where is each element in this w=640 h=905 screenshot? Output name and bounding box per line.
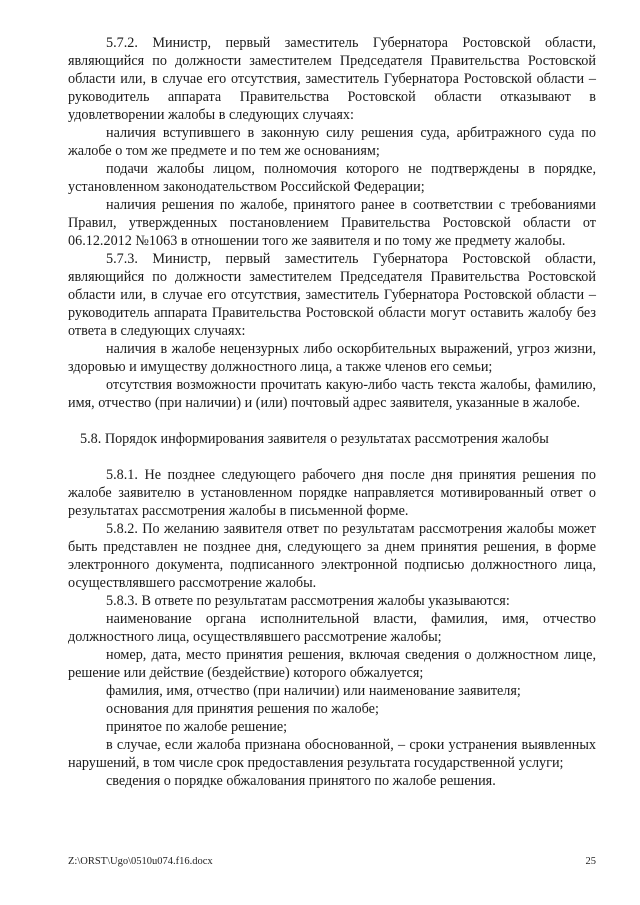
document-page [68, 34, 596, 790]
paragraph-5-8-3-item-7: сведения о порядке обжалования принятого по жалобе решения. [106, 773, 496, 789]
paragraph-5-7-3-case-1: наличия в жалобе нецензурных либо оскорбительных выражений, угроз жизни, здоровью и имуществу должностного лица, а также членов его семьи; [68, 341, 596, 375]
paragraph-5-8-3-item-5: принятое по жалобе решение; [106, 719, 288, 735]
paragraph-5-8-3: 5.8.3. В ответе по результатам рассмотрения жалобы указываются: [106, 593, 510, 609]
paragraph-5-7-2: 5.7.2. Министр, первый заместитель Губернатора Ростовской области, являющийся по должности заместителем Председателя Правительства Ростовской области или, в случае его отсутствия, заместитель Губернатора Ростовской области – руководитель аппарата Правительства Ростовской области отказывают в удовлетворении жалобы в следующих случаях: [68, 35, 596, 123]
paragraph-5-7-2-case-1: наличия вступившего в законную силу решения суда, арбитражного суда по жалобе о том же предмете и по тем же основаниям; [68, 125, 596, 159]
paragraph-5-7-3: 5.7.3. Министр, первый заместитель Губернатора Ростовской области, являющийся по должности заместителем Председателя Правительства Ростовской области или, в случае его отсутствия, заместитель Губернатора Ростовской области – руководитель аппарата Правительства Ростовской области могут оставить жалобу без ответа в следующих случаях: [68, 251, 596, 339]
paragraph-5-7-2-case-2: подачи жалобы лицом, полномочия которого не подтверждены в порядке, установленном законодательством Российской Федерации; [68, 161, 596, 195]
footer-page-number: 25 [585, 856, 596, 867]
paragraph-5-7-3-case-2: отсутствия возможности прочитать какую-либо часть текста жалобы, фамилию, имя, отчество (при наличии) и (или) почтовый адрес заявителя, указанные в жалобе. [68, 377, 596, 411]
paragraph-5-8-3-item-6: в случае, если жалоба признана обоснованной, – сроки устранения выявленных нарушений, в том числе срок предоставления результата государственной услуги; [68, 737, 596, 771]
paragraph-5-8-1: 5.8.1. Не позднее следующего рабочего дня после дня принятия решения по жалобе заявителю в установленном порядке направляется мотивированный ответ о результатах рассмотрения жалобы в письменной форме. [68, 467, 596, 519]
footer-file-path: Z:\ORST\Ugo\0510u074.f16.docx [68, 856, 213, 867]
paragraph-5-8-3-item-2: номер, дата, место принятия решения, включая сведения о должностном лице, решение или действие (бездействие) которого обжалуется; [68, 647, 596, 681]
section-heading-5-8: 5.8. Порядок информирования заявителя о результатах рассмотрения жалобы [80, 431, 549, 447]
paragraph-5-8-3-item-3: фамилия, имя, отчество (при наличии) или наименование заявителя; [106, 683, 521, 699]
paragraph-5-8-2: 5.8.2. По желанию заявителя ответ по результатам рассмотрения жалобы может быть представлен не позднее дня, следующего за днем принятия решения, в форме электронного документа, подписанного электронной подписью должностного лица, осуществлявшего рассмотрение жалобы. [68, 521, 596, 591]
paragraph-5-8-3-item-4: основания для принятия решения по жалобе; [106, 701, 379, 717]
paragraph-5-7-2-case-3: наличия решения по жалобе, принятого ранее в соответствии с требованиями Правил, утвержденных постановлением Правительства Ростовской области от 06.12.2012 №1063 в отношении того же заявителя и по тому же предмету жалобы. [68, 197, 596, 249]
paragraph-5-8-3-item-1: наименование органа исполнительной власти, фамилия, имя, отчество должностного лица, осуществлявшего рассмотрение жалобы; [68, 611, 596, 645]
